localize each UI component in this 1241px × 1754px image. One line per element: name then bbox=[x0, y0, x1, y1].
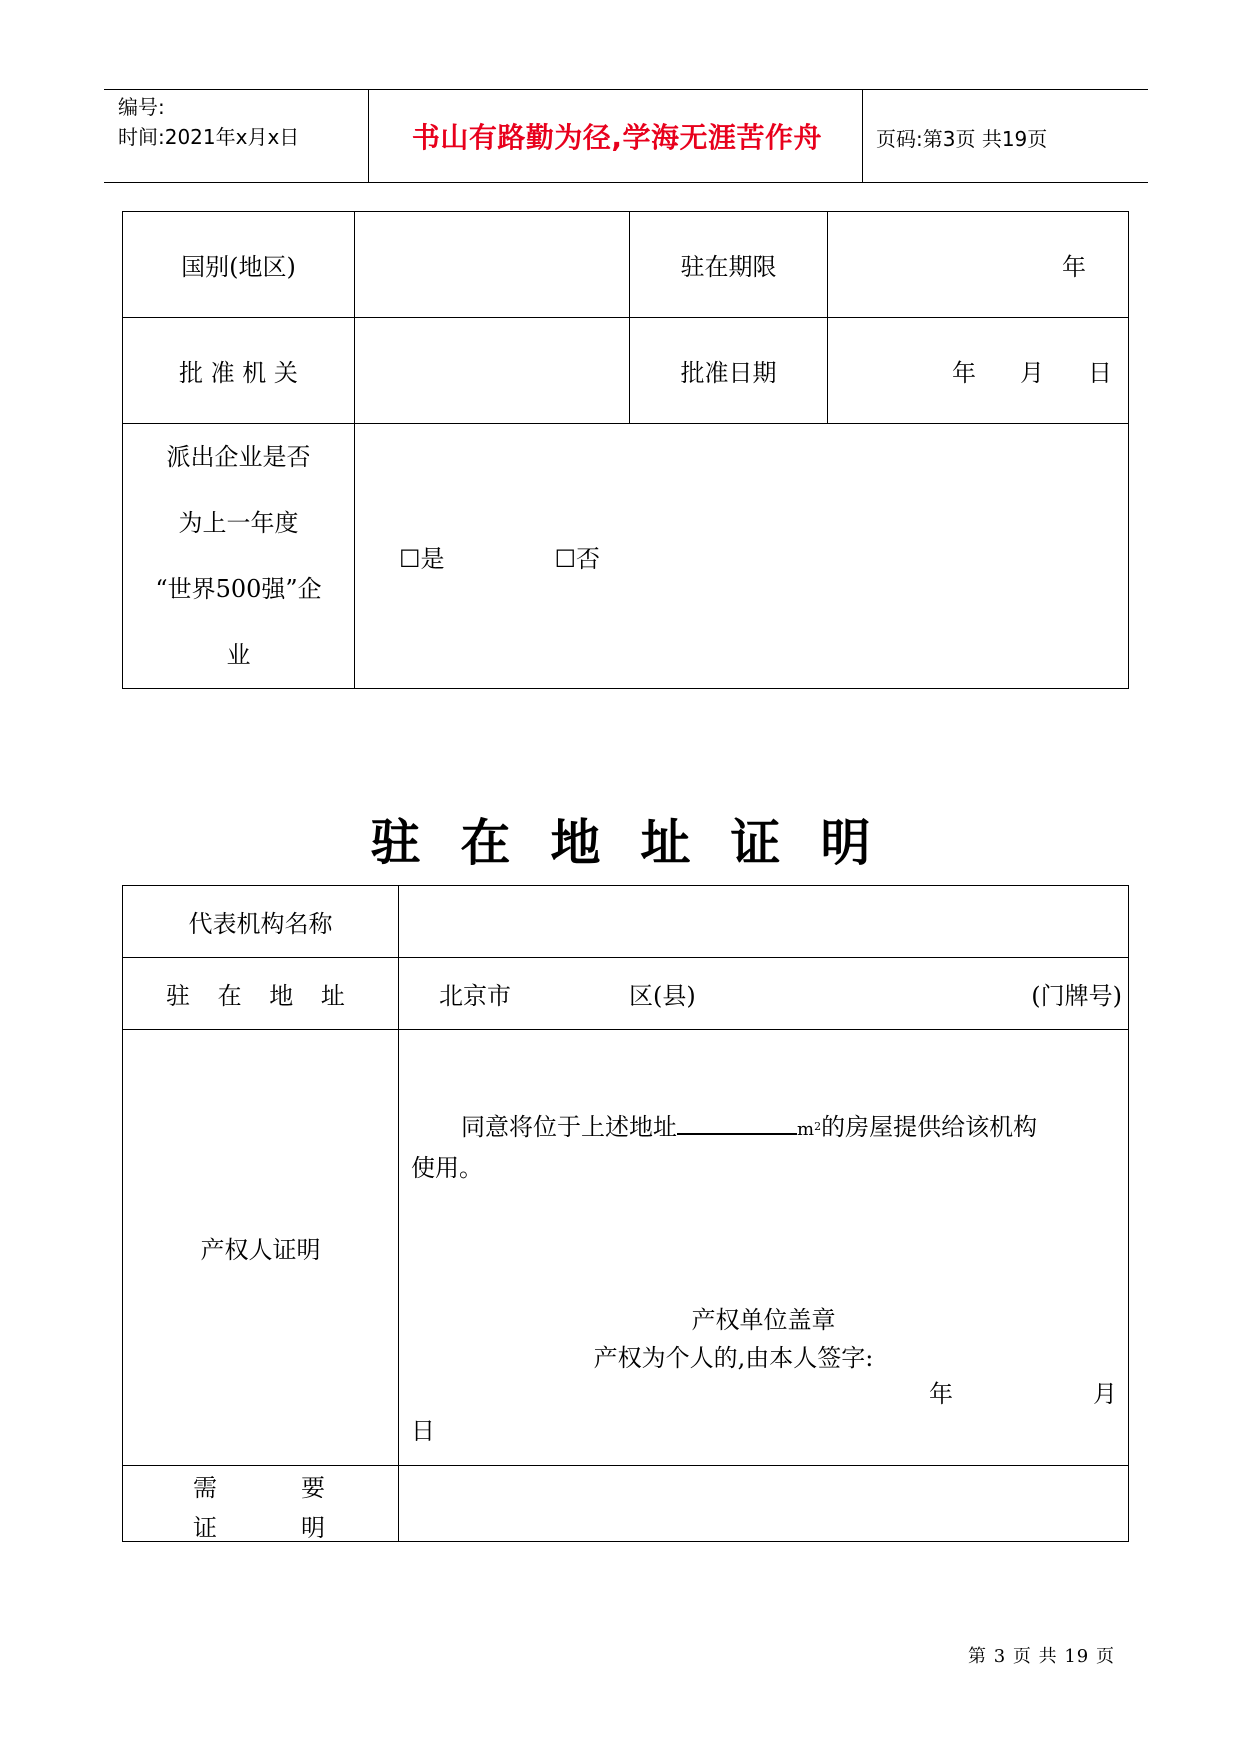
stay-period-label: 驻在期限 bbox=[630, 212, 828, 318]
document-time: 时间:2021年x月x日 bbox=[118, 125, 300, 149]
footer-page-number: 第 3 页 共 19 页 bbox=[968, 1646, 1115, 1667]
table-row bbox=[123, 212, 1129, 318]
sign-day: 日 bbox=[411, 1417, 435, 1445]
year-unit: 年 bbox=[1062, 253, 1086, 281]
table-row bbox=[123, 1466, 1129, 1542]
date-month: 月 bbox=[1020, 359, 1044, 387]
approval-authority-label: 批 准 机 关 bbox=[123, 318, 355, 424]
fortune500-label bbox=[123, 424, 355, 689]
fortune500-label-line: 业 bbox=[226, 641, 251, 669]
stay-period-value[interactable] bbox=[828, 212, 1129, 318]
page-title: 驻在地址证明 bbox=[370, 814, 911, 872]
header-top-rule bbox=[104, 89, 1148, 90]
representative-info-table bbox=[122, 211, 1129, 689]
sign-text: 产权为个人的,由本人签字: bbox=[593, 1344, 874, 1372]
cert-text-part: 的房屋提供给该机构 bbox=[821, 1113, 1038, 1141]
header-page-info: 页码:第3页 共19页 bbox=[876, 127, 1048, 151]
table-row bbox=[123, 318, 1129, 424]
address-certificate-table bbox=[122, 885, 1129, 1542]
address-district: 区(县) bbox=[629, 982, 696, 1010]
cert-content bbox=[399, 1030, 1129, 1466]
document-number-label: 编号: bbox=[118, 95, 165, 119]
table-row bbox=[123, 1030, 1129, 1466]
cert-statement bbox=[411, 1108, 1118, 1187]
header-meta bbox=[118, 92, 299, 152]
seal-text: 产权单位盖章 bbox=[691, 1306, 836, 1334]
date-year: 年 bbox=[952, 359, 976, 387]
need-label-char: 证 bbox=[193, 1514, 217, 1542]
header-motto: 书山有路勤为径,学海无涯苦作舟 bbox=[411, 121, 823, 154]
cert-text-part: 使用。 bbox=[411, 1154, 483, 1182]
need-label-char: 要 bbox=[301, 1474, 325, 1502]
address-city: 北京市 bbox=[439, 982, 511, 1010]
table-row bbox=[123, 424, 1129, 689]
table-row bbox=[123, 958, 1129, 1030]
option-no-checkbox[interactable]: ☐否 bbox=[554, 544, 601, 573]
cert-label: 产权人证明 bbox=[123, 1030, 399, 1466]
sign-month: 月 bbox=[1093, 1380, 1117, 1408]
sign-year: 年 bbox=[929, 1380, 953, 1408]
address-value[interactable] bbox=[399, 958, 1129, 1030]
area-unit-sup: 2 bbox=[814, 1120, 822, 1133]
table-row bbox=[123, 886, 1129, 958]
header-bottom-rule bbox=[104, 182, 1148, 183]
approval-date-value[interactable] bbox=[828, 318, 1129, 424]
need-label-char: 明 bbox=[301, 1514, 325, 1542]
country-value[interactable] bbox=[355, 212, 630, 318]
area-blank-field[interactable] bbox=[677, 1109, 797, 1135]
address-door: (门牌号) bbox=[1031, 982, 1122, 1010]
org-name-value[interactable] bbox=[399, 886, 1129, 958]
fortune500-label-line: “世界500强”企 bbox=[155, 575, 322, 603]
need-label-char: 需 bbox=[193, 1474, 217, 1502]
cert-text-part: 同意将位于上述地址 bbox=[461, 1113, 677, 1141]
fortune500-label-line: 为上一年度 bbox=[178, 509, 299, 537]
approval-authority-value[interactable] bbox=[355, 318, 630, 424]
header-divider-right bbox=[862, 89, 863, 183]
option-yes-checkbox[interactable]: ☐是 bbox=[399, 544, 445, 573]
fortune500-options bbox=[355, 424, 1129, 689]
approval-date-label: 批准日期 bbox=[630, 318, 828, 424]
org-name-label: 代表机构名称 bbox=[123, 886, 399, 958]
fortune500-label-line: 派出企业是否 bbox=[166, 443, 311, 471]
date-day: 日 bbox=[1088, 359, 1112, 387]
header-divider-left bbox=[368, 89, 369, 183]
area-unit: m bbox=[797, 1119, 815, 1140]
address-label: 驻 在 地 址 bbox=[123, 958, 399, 1030]
need-cert-value[interactable] bbox=[399, 1466, 1129, 1542]
need-cert-label bbox=[123, 1466, 399, 1542]
country-label: 国别(地区) bbox=[123, 212, 355, 318]
